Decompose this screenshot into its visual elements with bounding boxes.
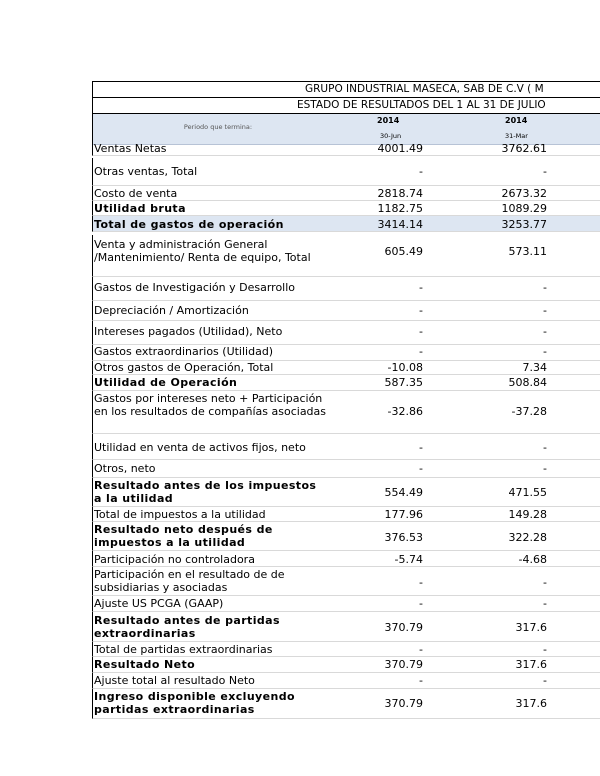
value-30-jun: - — [419, 281, 423, 294]
row-label: Resultado neto después de impuestos a la utilidad — [94, 523, 273, 549]
row-label: Ajuste total al resultado Neto — [94, 674, 255, 687]
value-30-jun: - — [419, 441, 423, 454]
value-30-jun: 4001.49 — [377, 142, 423, 155]
row-label: Depreciación / Amortización — [94, 304, 249, 317]
value-31-mar: 1089.29 — [501, 202, 547, 215]
table-row — [92, 460, 600, 478]
col1-year: 2014 — [377, 116, 400, 125]
table-row — [92, 612, 600, 642]
value-31-mar: 573.11 — [508, 245, 547, 258]
row-label: Costo de venta — [94, 187, 178, 200]
value-31-mar: 508.84 — [508, 376, 547, 389]
col2-date: 31-Mar — [505, 132, 528, 140]
value-31-mar: 7.34 — [522, 361, 547, 374]
value-30-jun: - — [419, 576, 423, 589]
table-row — [92, 596, 600, 612]
row-label: Total de partidas extraordinarias — [94, 643, 273, 656]
col1-date: 30-Jun — [380, 132, 402, 140]
row-label: Resultado antes de partidas extraordinarias — [94, 614, 280, 640]
value-30-jun: 587.35 — [384, 376, 423, 389]
table-row — [92, 434, 600, 460]
value-31-mar: - — [543, 462, 547, 475]
table-row — [92, 301, 600, 321]
table-row — [92, 391, 600, 434]
value-30-jun: 605.49 — [384, 245, 423, 258]
table-row — [92, 689, 600, 719]
value-31-mar: - — [543, 281, 547, 294]
value-30-jun: - — [419, 674, 423, 687]
row-label: Gastos por intereses neto + Participación en los resultados de compañías asociadas — [94, 392, 327, 418]
row-label: Gastos extraordinarios (Utilidad) — [94, 345, 274, 358]
value-31-mar: - — [543, 325, 547, 338]
value-30-jun: 2818.74 — [377, 187, 423, 200]
table-row — [92, 657, 600, 673]
value-31-mar: - — [543, 674, 547, 687]
value-30-jun: - — [419, 643, 423, 656]
row-label: Total de gastos de operación — [94, 218, 284, 231]
company-header — [92, 81, 600, 98]
value-31-mar: 471.55 — [508, 486, 547, 499]
table-row — [92, 673, 600, 689]
value-31-mar: - — [543, 165, 547, 178]
period-header — [92, 114, 600, 145]
value-30-jun: - — [419, 462, 423, 475]
value-30-jun: 1182.75 — [377, 202, 423, 215]
value-31-mar: 149.28 — [508, 508, 547, 521]
row-label: Venta y administración General /Mantenimiento/ Renta de equipo, Total — [94, 238, 311, 264]
row-label: Utilidad en venta de activos fijos, neto — [94, 441, 306, 454]
row-label: Intereses pagados (Utilidad), Neto — [94, 325, 283, 338]
row-label: Otros, neto — [94, 462, 156, 475]
table-row — [92, 277, 600, 301]
table-row — [92, 345, 600, 361]
value-31-mar: -37.28 — [511, 405, 547, 418]
value-31-mar: - — [543, 304, 547, 317]
table-row — [92, 507, 600, 522]
row-label: Otros gastos de Operación, Total — [94, 361, 274, 374]
table-row — [92, 567, 600, 596]
value-30-jun: - — [419, 325, 423, 338]
row-label: Participación en el resultado de de subsidiarias y asociadas — [94, 568, 285, 594]
table-row — [92, 642, 600, 657]
col2-year: 2014 — [505, 116, 528, 125]
period-label: Periodo que termina: — [183, 123, 253, 131]
table-row — [92, 142, 600, 156]
row-label: Ajuste US PCGA (GAAP) — [94, 597, 224, 610]
table-row — [92, 201, 600, 216]
value-31-mar: 2673.32 — [501, 187, 547, 200]
table-row — [92, 522, 600, 551]
row-label: Ventas Netas — [94, 142, 167, 155]
value-30-jun: 370.79 — [384, 697, 423, 710]
statement-header — [92, 98, 600, 114]
table-row — [92, 321, 600, 345]
table-row — [92, 158, 600, 186]
table-row — [92, 216, 600, 232]
value-30-jun: 370.79 — [384, 658, 423, 671]
value-30-jun: - — [419, 304, 423, 317]
value-31-mar: 3762.61 — [501, 142, 547, 155]
value-31-mar: - — [543, 597, 547, 610]
value-31-mar: 317.6 — [515, 658, 547, 671]
value-31-mar: - — [543, 441, 547, 454]
row-label: Resultado Neto — [94, 658, 196, 671]
value-31-mar: 3253.77 — [501, 218, 547, 231]
value-30-jun: -32.86 — [387, 405, 423, 418]
value-31-mar: - — [543, 345, 547, 358]
row-label: Otras ventas, Total — [94, 165, 198, 178]
row-label: Participación no controladora — [94, 553, 255, 566]
statement-title: ESTADO DE RESULTADOS DEL 1 AL 31 DE JULIO — [297, 99, 546, 111]
row-label: Ingreso disponible excluyendo partidas extraordinarias — [94, 690, 295, 716]
value-30-jun: -5.74 — [394, 553, 423, 566]
value-30-jun: 177.96 — [384, 508, 423, 521]
row-label: Gastos de Investigación y Desarrollo — [94, 281, 296, 294]
value-30-jun: 370.79 — [384, 621, 423, 634]
company-name: GRUPO INDUSTRIAL MASECA, SAB DE C.V ( M — [305, 83, 544, 95]
table-row — [92, 375, 600, 391]
row-label: Utilidad bruta — [94, 202, 186, 215]
value-31-mar: 317.6 — [515, 621, 547, 634]
table-row — [92, 478, 600, 507]
row-label: Total de impuestos a la utilidad — [94, 508, 266, 521]
value-31-mar: 317.6 — [515, 697, 547, 710]
value-30-jun: -10.08 — [387, 361, 423, 374]
table-row — [92, 186, 600, 201]
value-31-mar: 322.28 — [508, 531, 547, 544]
value-31-mar: - — [543, 576, 547, 589]
row-label: Resultado antes de los impuestos a la utilidad — [94, 479, 317, 505]
income-statement-sheet — [92, 81, 600, 145]
value-30-jun: - — [419, 165, 423, 178]
value-31-mar: -4.68 — [518, 553, 547, 566]
table-row — [92, 551, 600, 567]
table-row — [92, 235, 600, 277]
value-30-jun: 376.53 — [384, 531, 423, 544]
value-31-mar: - — [543, 643, 547, 656]
table-row — [92, 361, 600, 375]
value-30-jun: - — [419, 597, 423, 610]
value-30-jun: 3414.14 — [377, 218, 423, 231]
value-30-jun: 554.49 — [384, 486, 423, 499]
value-30-jun: - — [419, 345, 423, 358]
row-label: Utilidad de Operación — [94, 376, 238, 389]
